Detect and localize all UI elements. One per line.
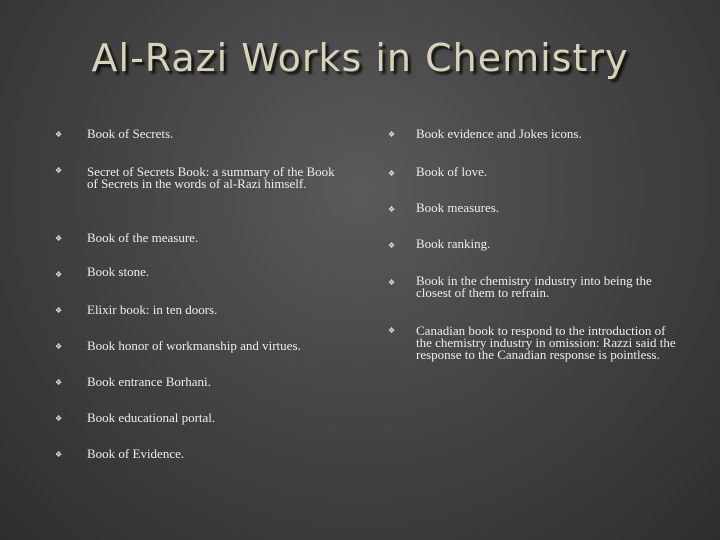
list-item: Canadian book to respond to the introduction of the chemistry industry in omission: Razzi said the response to the Canadian response is pointless. xyxy=(416,323,676,362)
diamond-bullet-icon: ❖ xyxy=(55,270,63,279)
list-item: Book entrance Borhani. xyxy=(87,374,211,389)
list-item: Book evidence and Jokes icons. xyxy=(416,126,582,141)
list-item: Book of the measure. xyxy=(87,230,199,245)
diamond-bullet-icon: ❖ xyxy=(388,169,396,178)
list-item: Book of love. xyxy=(416,164,488,179)
diamond-bullet-icon: ❖ xyxy=(388,241,396,250)
list-item: Book measures. xyxy=(416,200,500,215)
diamond-bullet-icon: ❖ xyxy=(55,166,63,175)
diamond-bullet-icon: ❖ xyxy=(388,326,396,335)
list-item: Book in the chemistry industry into being the closest of them to refrain. xyxy=(416,273,652,300)
list-item: Book stone. xyxy=(87,264,150,279)
diamond-bullet-icon: ❖ xyxy=(388,278,396,287)
list-item: Book of Secrets. xyxy=(87,126,174,141)
list-item: Book ranking. xyxy=(416,236,491,251)
diamond-bullet-icon: ❖ xyxy=(55,130,63,139)
diamond-bullet-icon: ❖ xyxy=(388,205,396,214)
diamond-bullet-icon: ❖ xyxy=(55,378,63,387)
diamond-bullet-icon: ❖ xyxy=(55,450,63,459)
list-item: Elixir book: in ten doors. xyxy=(87,302,218,317)
diamond-bullet-icon: ❖ xyxy=(55,414,63,423)
list-item: Book honor of workmanship and virtues. xyxy=(87,338,301,353)
list-item: Secret of Secrets Book: a summary of the Book of Secrets in the words of al-Razi himself. xyxy=(87,164,335,191)
list-item: Book of Evidence. xyxy=(87,446,185,461)
diamond-bullet-icon: ❖ xyxy=(55,234,63,243)
slide-title: Al-Razi Works in Chemistry xyxy=(91,36,629,80)
list-item: Book educational portal. xyxy=(87,410,216,425)
diamond-bullet-icon: ❖ xyxy=(388,130,396,139)
diamond-bullet-icon: ❖ xyxy=(55,342,63,351)
diamond-bullet-icon: ❖ xyxy=(55,306,63,315)
